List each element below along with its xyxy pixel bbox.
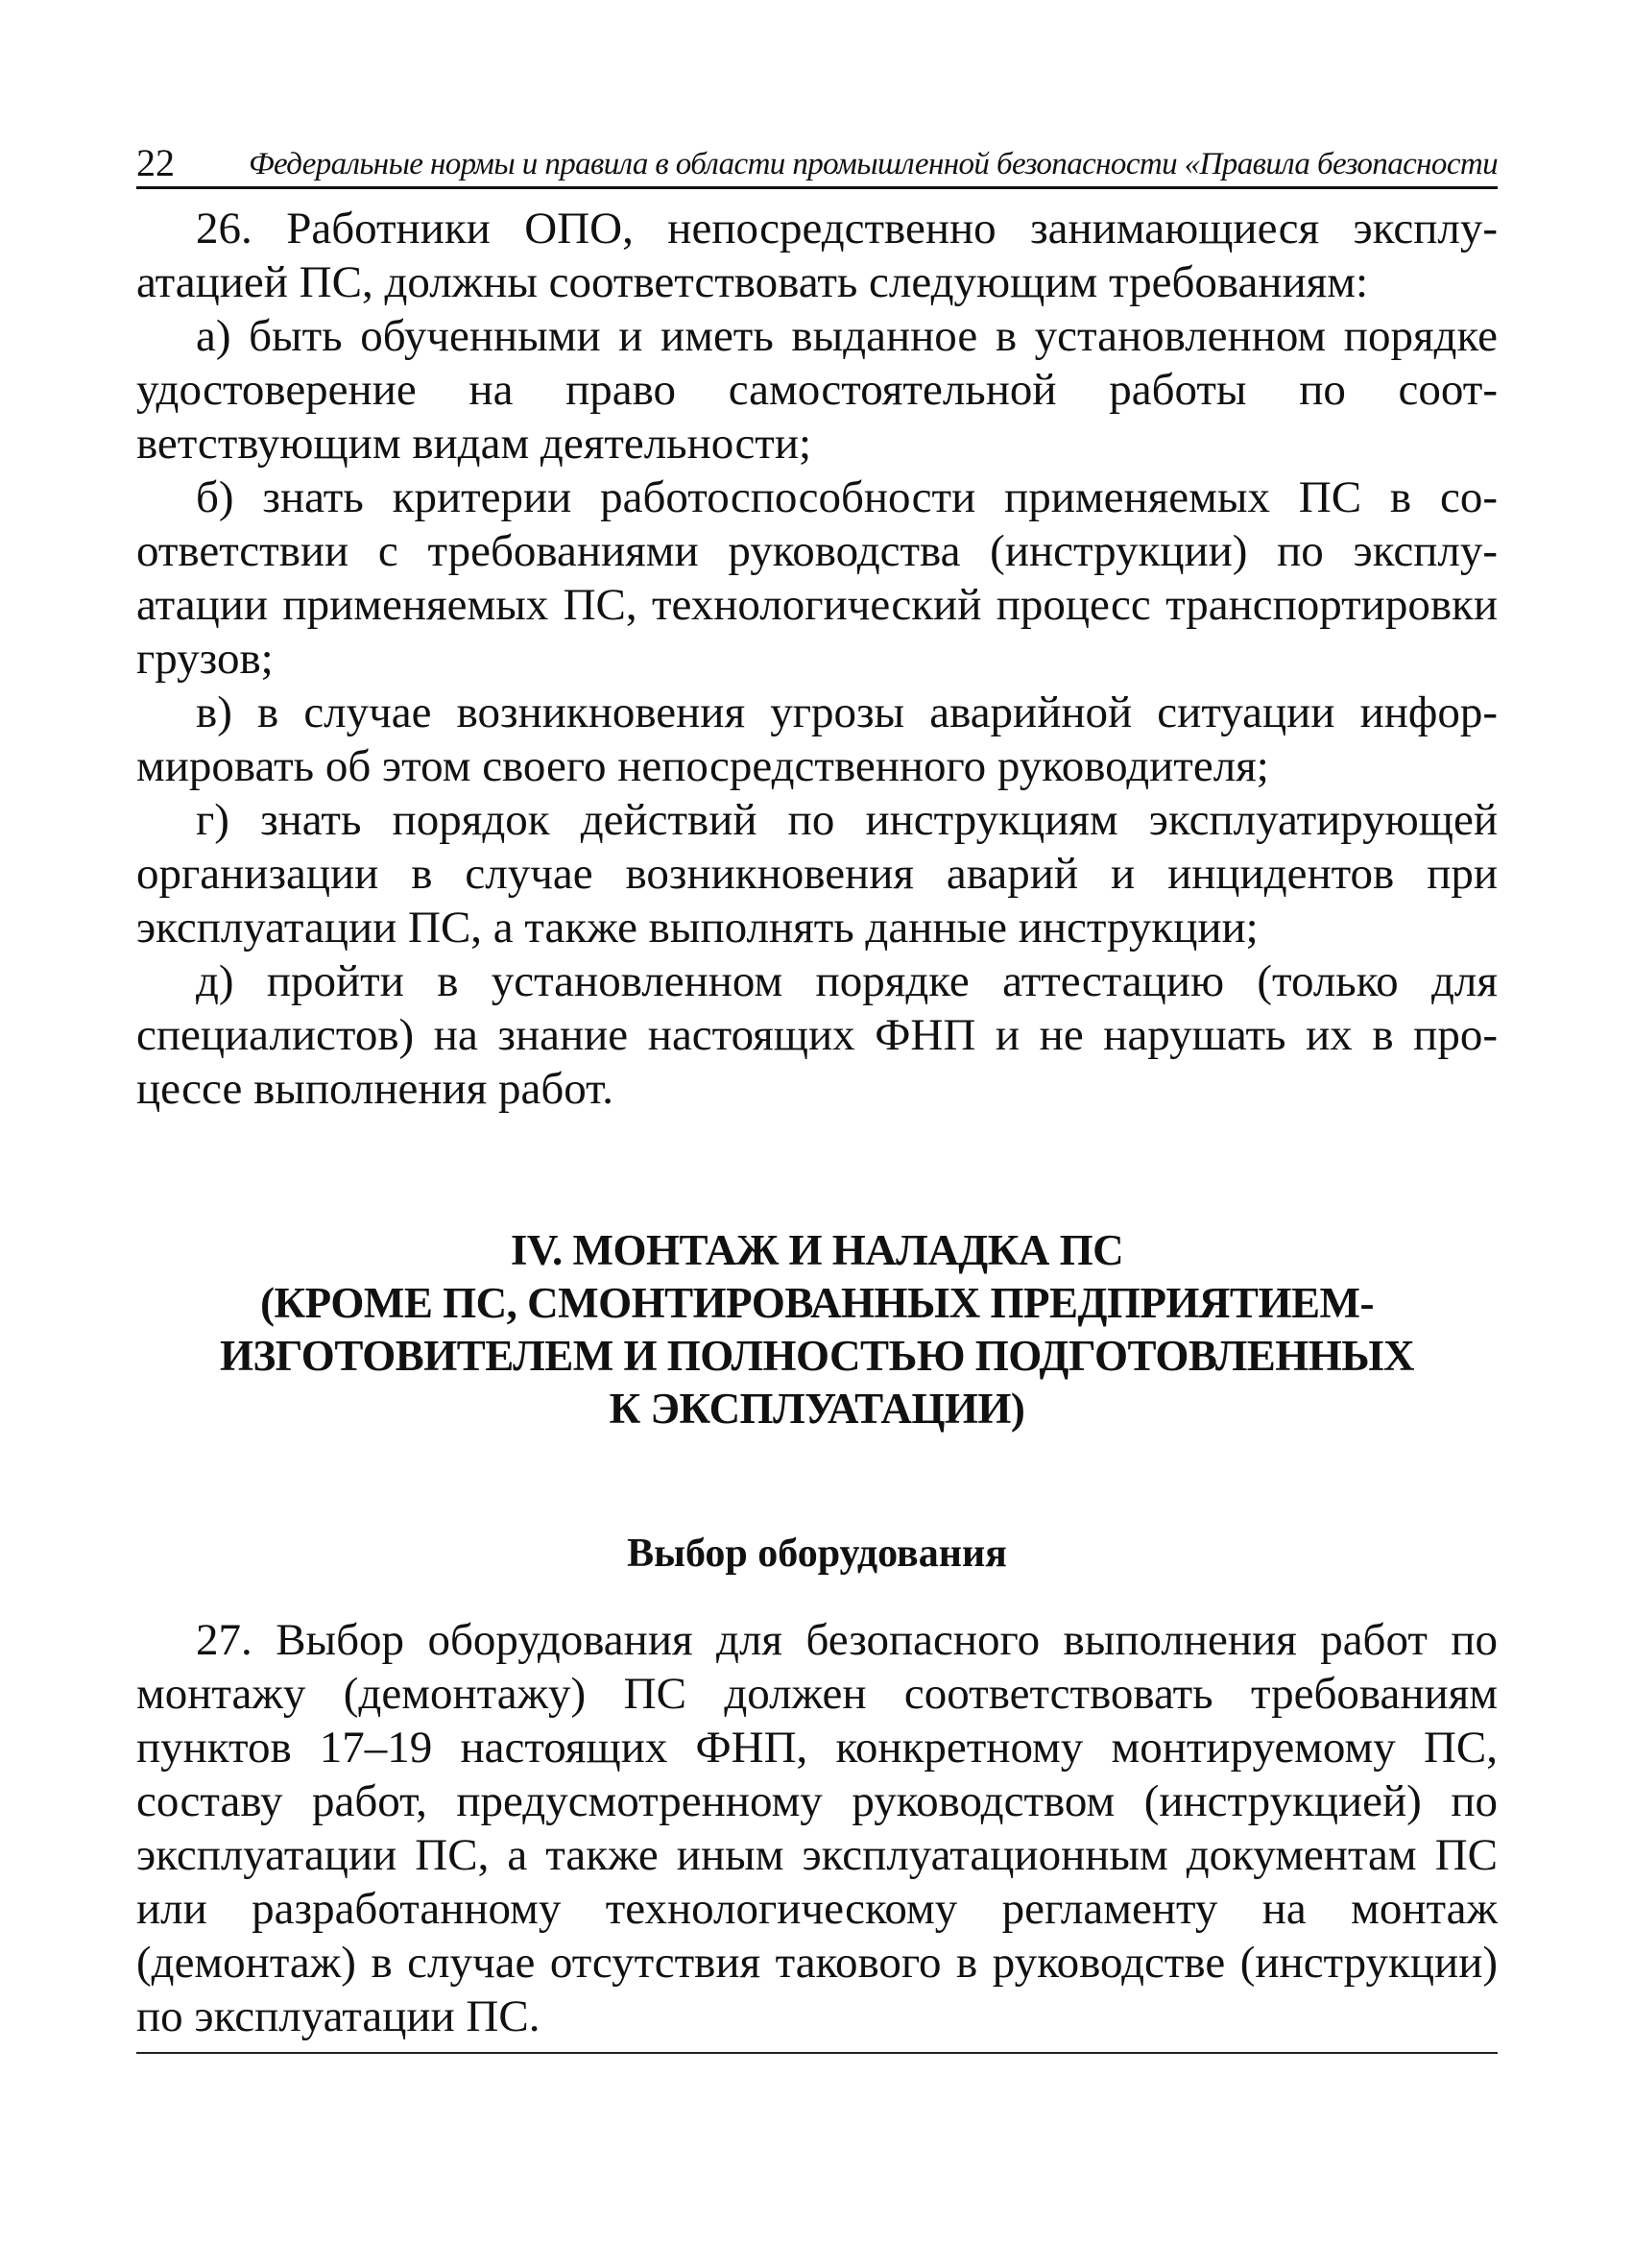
list-item-g: г) знать порядок действий по инструкциям эксплуатирующей организации в случае возникновения аварий и инцидентов при эксплуатации ПС, а также выполнять данные инструкции; — [136, 795, 1498, 953]
section-heading-line: К ЭКСПЛУАТАЦИИ) — [609, 1385, 1025, 1433]
running-title: Федеральные нормы и правила в области промышленной безопасности «Правила безопасности — [249, 147, 1498, 181]
list-item-b: б) знать критерии работоспособности применяемых ПС в соответствии с требованиями руководства (инструкции) по эксплуатации применяемых ПС, технологический процесс транспортировки грузов; — [136, 472, 1498, 684]
list-item-a: а) быть обученными и иметь выданное в установленном порядке удостоверение на право самостоятельной работы по соответствующим видам деятельности; — [136, 311, 1498, 469]
running-header — [136, 133, 1498, 189]
body-text-lower — [136, 1613, 1498, 2043]
subheading: Выбор оборудования — [627, 1532, 1007, 1576]
section-heading-line: (КРОМЕ ПС, СМОНТИРОВАННЫХ ПРЕДПРИЯТИЕМ- — [260, 1279, 1374, 1327]
section-heading-line: ИЗГОТОВИТЕЛЕМ И ПОЛНОСТЬЮ ПОДГОТОВЛЕННЫХ — [220, 1332, 1414, 1380]
body-text-upper — [136, 202, 1498, 1116]
paragraph-26: 26. Работники ОПО, непосредственно занимающиеся эксплуатацией ПС, должны соответствовать следующим требованиям: — [136, 204, 1498, 307]
section-heading — [136, 1224, 1498, 1436]
paragraph-27: 27. Выбор оборудования для безопасного выполнения работ по монтажу (демонтажу) ПС должен соответствовать требованиям пунктов 17–19 настоящих ФНП, конкретному монтируемому ПС, составу работ, предусмотренному руководством (инструкцией) по эксплуатации ПС, а также иным эксплуатационным документам ПС или разработанному технологическому регламенту на монтаж (демонтаж) в случае отсутствия такового в руководстве (инструкции) по эксплуатации ПС. — [136, 1615, 1498, 2041]
list-item-v: в) в случае возникновения угрозы аварийной ситуации информировать об этом своего непосредственного руководителя; — [136, 688, 1498, 791]
list-item-d: д) пройти в установленном порядке аттестацию (только для специалистов) на знание настоящих ФНП и не нарушать их в процессе выполнения работ. — [136, 956, 1498, 1114]
section-heading-line: IV. МОНТАЖ И НАЛАДКА ПС — [510, 1226, 1124, 1274]
footer-rule — [136, 2052, 1498, 2054]
page-number: 22 — [136, 141, 175, 184]
